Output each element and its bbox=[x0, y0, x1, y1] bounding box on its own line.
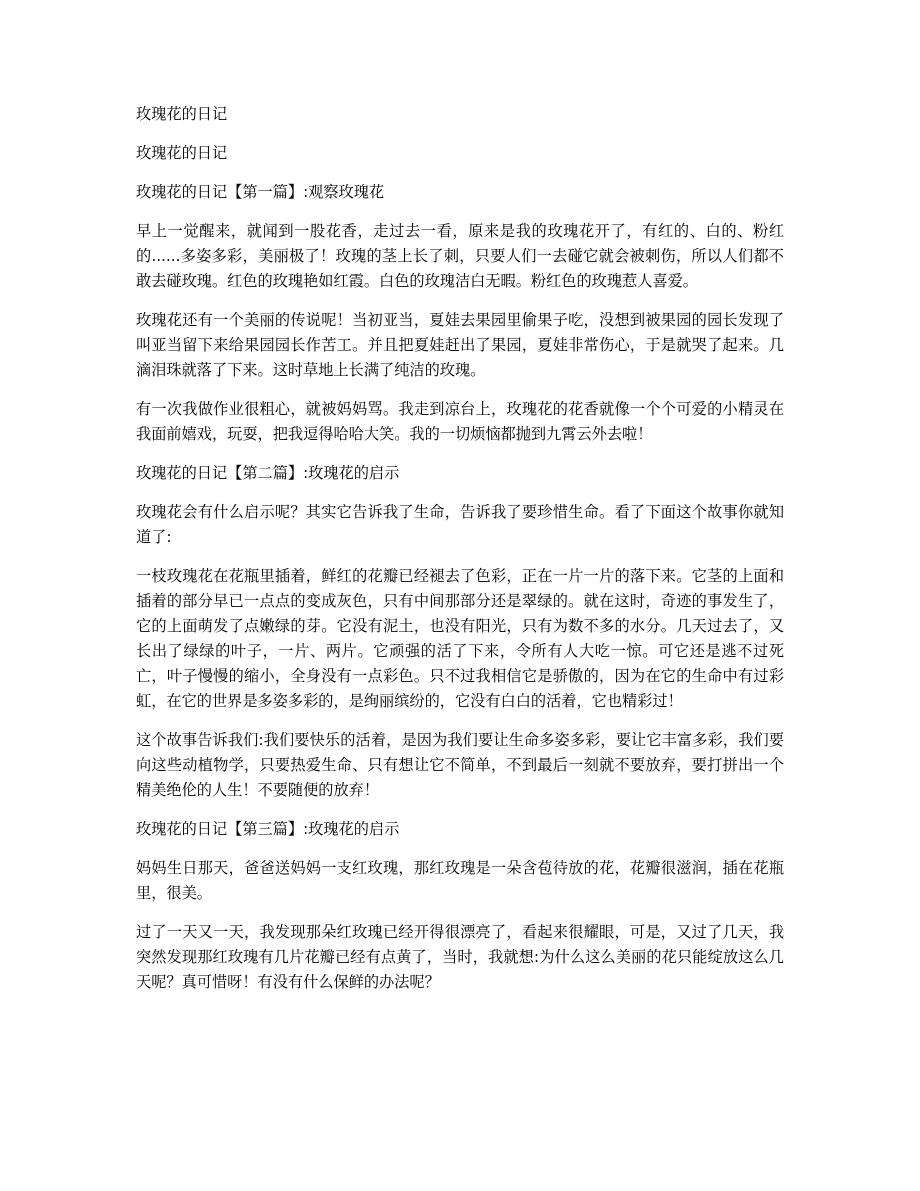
section-heading-3: 玫瑰花的日记【第三篇】:玫瑰花的启示 bbox=[136, 820, 400, 838]
paragraph: 玫瑰花还有一个美丽的传说呢！当初亚当，夏娃去果园里偷果子吃，没想到被果园的园长发现了叫亚当留下来给果园园长作苦工。并且把夏娃赶出了果园，夏娃非常伤心，于是就哭了起来。几滴泪珠就落了下来。这时草地上长满了纯洁的玫瑰。 bbox=[136, 311, 784, 379]
paragraph: 妈妈生日那天，爸爸送妈妈一支红玫瑰，那红玫瑰是一朵含苞待放的花，花瓣很滋润，插在花瓶里，很美。 bbox=[136, 859, 784, 902]
paragraph: 有一次我做作业很粗心，就被妈妈骂。我走到凉台上，玫瑰花的花香就像一个个可爱的小精灵在我面前嬉戏，玩耍，把我逗得哈哈大笑。我的一切烦恼都抛到九霄云外去啦！ bbox=[136, 400, 784, 443]
paragraph: 玫瑰花会有什么启示呢？其实它告诉我了生命，告诉我了要珍惜生命。看了下面这个故事你就知道了: bbox=[136, 503, 784, 546]
section-heading-1: 玫瑰花的日记【第一篇】:观察玫瑰花 bbox=[136, 183, 385, 201]
paragraph: 过了一天又一天，我发现那朵红玫瑰已经开得很漂亮了，看起来很耀眼，可是，又过了几天，我突然发现那红玫瑰有几片花瓣已经有点黄了，当时，我就想:为什么这么美丽的花只能绽放这么几天呢？真可惜呀！有没有什么保鲜的办法呢？ bbox=[136, 923, 784, 991]
paragraph: 早上一觉醒来，就闻到一股花香，走过去一看，原来是我的玫瑰花开了，有红的、白的、粉红的......多姿多彩，美丽极了！玫瑰的茎上长了刺，只要人们一去碰它就会被刺伤，所以人们都不敢去碰玫瑰。红色的玫瑰艳如红霞。白色的玫瑰洁白无暇。粉红色的玫瑰惹人喜爱。 bbox=[136, 222, 784, 290]
section-heading-2: 玫瑰花的日记【第二篇】:玫瑰花的启示 bbox=[136, 464, 400, 482]
paragraph: 一枝玫瑰花在花瓶里插着，鲜红的花瓣已经褪去了色彩，正在一片一片的落下来。它茎的上面和插着的部分早已一点点的变成灰色，只有中间那部分还是翠绿的。就在这时，奇迹的事发生了，它的上面萌发了点嫩绿的芽。它没有泥土，也没有阳光，只有为数不多的水分。几天过去了，又长出了绿绿的叶子，一片、两片。它顽强的活了下来，令所有人大吃一惊。可它还是逃不过死亡，叶子慢慢的缩小，全身没有一点彩色。只不过我相信它是骄傲的，因为在它的生命中有过彩虹，在它的世界是多姿多彩的，是绚丽缤纷的，它没有白白的活着，它也精彩过！ bbox=[136, 567, 784, 710]
paragraph: 这个故事告诉我们:我们要快乐的活着，是因为我们要让生命多姿多彩，要让它丰富多彩，我们要向这些动植物学，只要热爱生命、只有想让它不简单，不到最后一刻就不要放弃，要打拼出一个精美绝伦的人生！不要随便的放弃！ bbox=[136, 731, 784, 799]
document-subtitle: 玫瑰花的日记 bbox=[136, 144, 228, 162]
document-title: 玫瑰花的日记 bbox=[136, 105, 228, 123]
document-body bbox=[136, 102, 784, 1009]
